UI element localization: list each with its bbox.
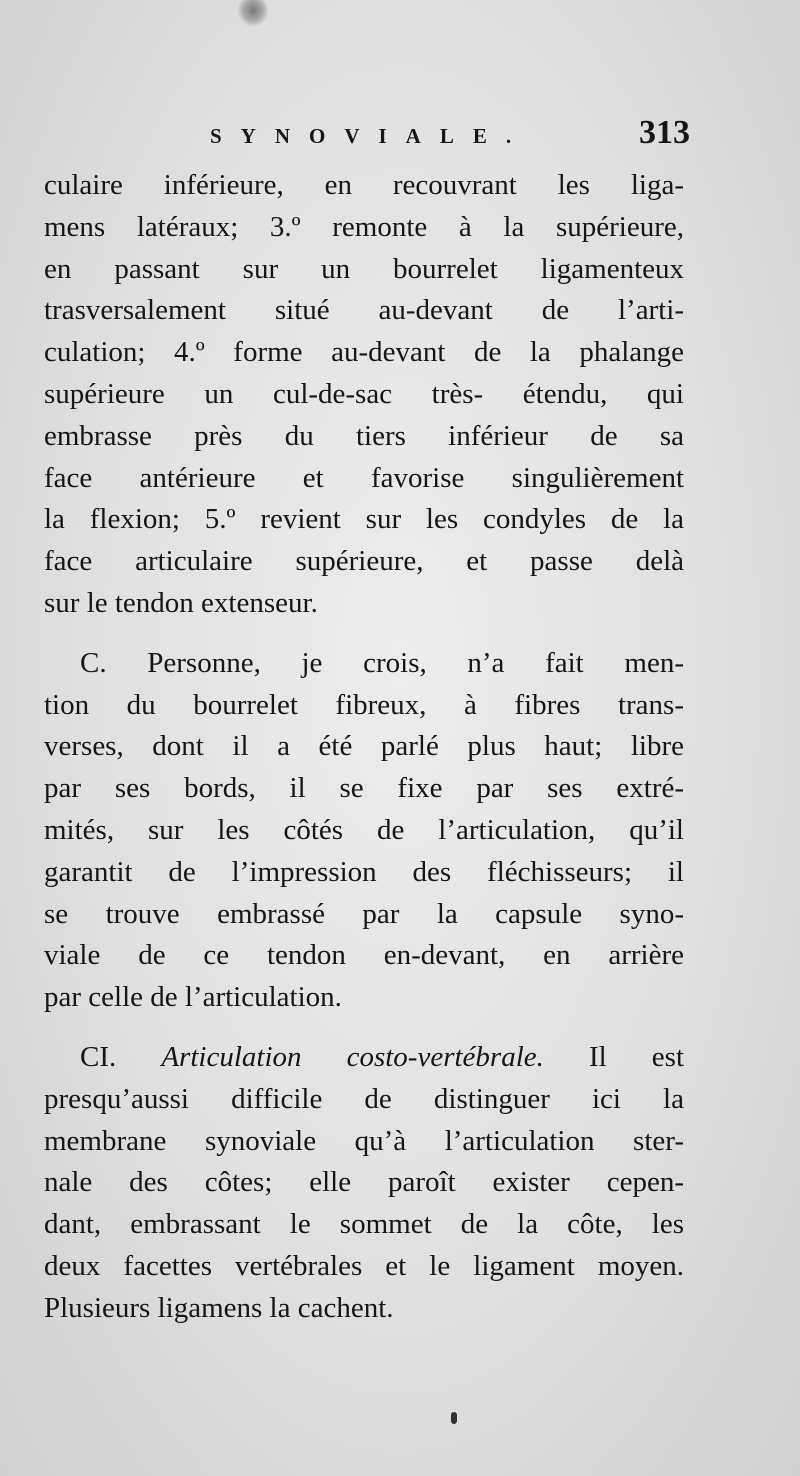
text-line: la flexion; 5.º revient sur les condyles de la	[44, 503, 684, 536]
text-line: viale de ce tendon en-devant, en arrière	[44, 939, 684, 972]
text-line: verses, dont il a été parlé plus haut; libre	[44, 730, 684, 763]
paragraph	[44, 643, 684, 1019]
text-line: supérieure un cul-de-sac très- étendu, qui	[44, 377, 684, 410]
text-line: mités, sur les côtés de l’articulation, qu’il	[44, 813, 684, 846]
ink-smudge	[238, 0, 268, 26]
text-line: embrasse près du tiers inférieur de sa	[44, 419, 684, 452]
text-line: se trouve embrassé par la capsule syno-	[44, 897, 684, 930]
text-line: dant, embrassant le sommet de la côte, les	[44, 1208, 684, 1241]
section-number: CI.	[80, 1040, 117, 1073]
text-line: trasversalement situé au-devant de l’arti-	[44, 294, 684, 327]
body-text	[44, 165, 684, 1330]
paragraph	[44, 165, 684, 625]
text-line: par ses bords, il se fixe par ses extré-	[44, 772, 684, 805]
section-heading-line	[44, 1037, 684, 1079]
paragraph	[44, 1037, 684, 1330]
text-line: culaire inférieure, en recouvrant les liga-	[44, 169, 684, 201]
text-fragment: Il est	[588, 1040, 684, 1073]
text-line: en passant sur un bourrelet ligamenteux	[44, 252, 684, 285]
section-title: Articulation costo-vertébrale.	[161, 1040, 544, 1073]
text-line: C. Personne, je crois, n’a fait men-	[80, 646, 684, 679]
ink-speck	[451, 1412, 457, 1424]
text-line: garantit de l’impression des fléchisseurs; il	[44, 855, 684, 888]
text-line: presqu’aussi difficile de distinguer ici la	[44, 1082, 684, 1115]
text-line: par celle de l’articulation.	[44, 981, 342, 1014]
text-line: mens latéraux; 3.º remonte à la supérieure,	[44, 210, 684, 243]
text-line: culation; 4.º forme au-devant de la phalange	[44, 336, 684, 369]
text-line: Plusieurs ligamens la cachent.	[44, 1291, 394, 1324]
text-line: face articulaire supérieure, et passe delà	[44, 545, 684, 578]
running-head: SYNOVIALE.	[210, 124, 531, 148]
text-line: sur le tendon extenseur.	[44, 586, 318, 619]
text-line: membrane synoviale qu’à l’articulation ster-	[44, 1124, 684, 1157]
text-line: face antérieure et favorise singulièrement	[44, 461, 684, 494]
text-line: nale des côtes; elle paroît exister cepen-	[44, 1166, 684, 1199]
page-number: 313	[639, 114, 690, 151]
text-line: deux facettes vertébrales et le ligament moyen.	[44, 1249, 684, 1282]
text-line: tion du bourrelet fibreux, à fibres trans-	[44, 688, 684, 721]
